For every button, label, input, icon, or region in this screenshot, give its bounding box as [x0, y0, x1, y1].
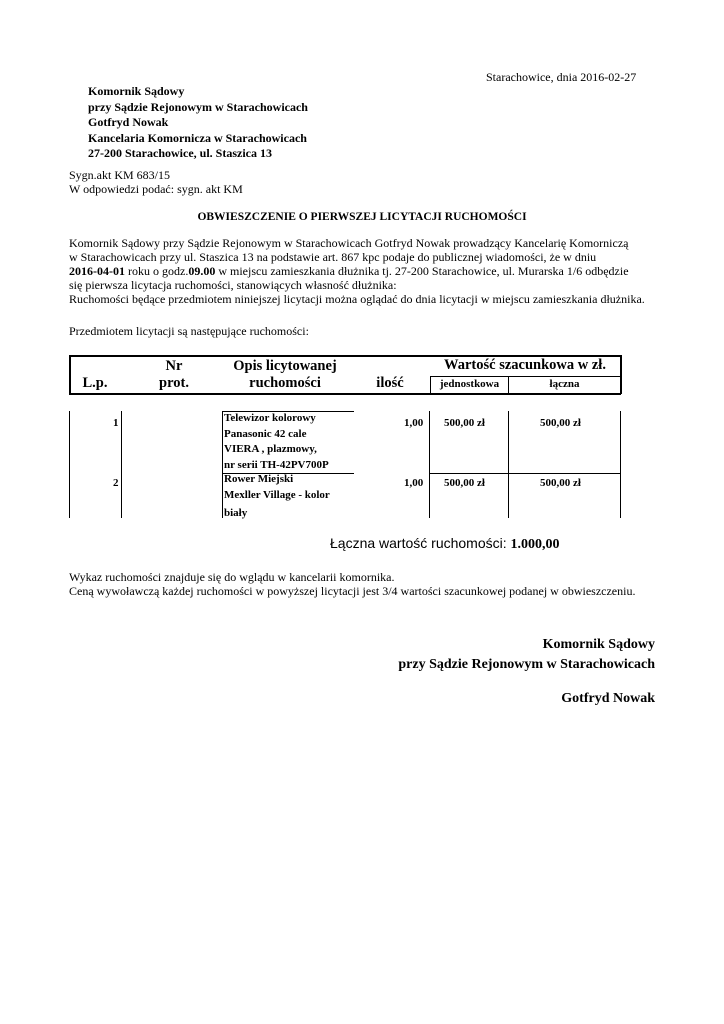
table-rule — [508, 411, 509, 518]
issuer-line: Gotfryd Nowak — [88, 115, 169, 129]
table-rule — [620, 355, 622, 394]
signature-name: Gotfryd Nowak — [561, 691, 655, 706]
row-unit-value: 500,00 zł — [444, 477, 485, 489]
header-desc: Opis licytowanej — [233, 358, 337, 374]
table-rule — [430, 376, 620, 377]
table-rule — [620, 411, 621, 518]
row-lp: 2 — [113, 477, 119, 489]
table-rule — [222, 411, 223, 518]
announcement-body — [69, 236, 689, 306]
issuer-block — [88, 84, 308, 162]
body-line: w Starachowicach przy ul. Staszica 13 na podstawie art. 867 kpc podaje do publicznej wiadomości, że w dniu — [69, 250, 597, 264]
header-prot: prot. — [159, 375, 189, 391]
body-line: 2016-04-01 roku o godz.09.00 w miejscu zamieszkania dłużnika tj. 27-200 Starachowice, ul. Murarska 1/6 odbędzie — [69, 264, 629, 278]
table-rule — [121, 411, 122, 518]
notes-block — [69, 570, 635, 598]
table-rule — [429, 473, 621, 474]
header-total-value: łączna — [549, 378, 580, 390]
note-line: Ceną wywoławczą każdej ruchomości w powyższej licytacji jest 3/4 wartości szacunkowej podanej w obwieszczeniu. — [69, 584, 636, 598]
header-nr: Nr — [165, 358, 183, 374]
header-value: Wartość szacunkowa w zł. — [444, 357, 606, 373]
header-lp: L.p. — [82, 375, 108, 391]
document-date: Starachowice, dnia 2016-02-27 — [486, 70, 637, 84]
document-title: OBWIESZCZENIE O PIERWSZEJ LICYTACJI RUCHOMOŚCI — [197, 211, 527, 223]
row-total-value: 500,00 zł — [540, 417, 581, 429]
issuer-line: 27-200 Starachowice, ul. Staszica 13 — [88, 146, 272, 160]
total-value: Łączna wartość ruchomości: 1.000,00 — [330, 535, 560, 552]
auction-date: 2016-04-01 — [69, 264, 125, 278]
note-line: Wykaz ruchomości znajduje się do wglądu w kancelarii komornika. — [69, 570, 395, 584]
table-rule — [69, 393, 621, 395]
row-qty: 1,00 — [404, 477, 424, 489]
row-lp: 1 — [113, 417, 119, 429]
header-unit-value: jednostkowa — [439, 378, 500, 390]
body-line: Komornik Sądowy przy Sądzie Rejonowym w Starachowicach Gotfryd Nowak prowadzący Kancelarię Komorniczą — [69, 236, 629, 250]
signature-court: przy Sądzie Rejonowym w Starachowicach — [398, 657, 655, 672]
issuer-line: Kancelaria Komornicza w Starachowicach — [88, 130, 307, 145]
row-unit-value: 500,00 zł — [444, 417, 485, 429]
row-description: Rower Miejski Mexller Village - kolor biały — [224, 473, 330, 520]
header-qty: ilość — [376, 375, 404, 391]
reply-reference: W odpowiedzi podać: sygn. akt KM — [69, 182, 243, 196]
body-line: Ruchomości będące przedmiotem niniejszej licytacji można oglądać do dnia licytacji w miejscu zamieszkania dłużnika. — [69, 292, 645, 306]
signature-title: Komornik Sądowy — [542, 637, 655, 652]
row-description: Telewizor kolorowy Panasonic 42 cale VIERA , plazmowy, nr serii TH-42PV700P — [224, 412, 329, 472]
auction-time: 09.00 — [188, 264, 216, 278]
case-reference: Sygn.akt KM 683/15 — [69, 168, 171, 182]
body-line: się pierwsza licytacja ruchomości, stanowiących własność dłużnika: — [69, 278, 397, 292]
header-desc-2: ruchomości — [249, 375, 321, 391]
issuer-line: przy Sądzie Rejonowym w Starachowicach — [88, 99, 308, 114]
row-total-value: 500,00 zł — [540, 477, 581, 489]
row-qty: 1,00 — [404, 417, 424, 429]
table-rule — [429, 411, 430, 518]
issuer-line: Komornik Sądowy — [88, 84, 185, 98]
items-intro: Przedmiotem licytacji są następujące ruchomości: — [69, 324, 309, 338]
table-rule — [69, 411, 70, 518]
